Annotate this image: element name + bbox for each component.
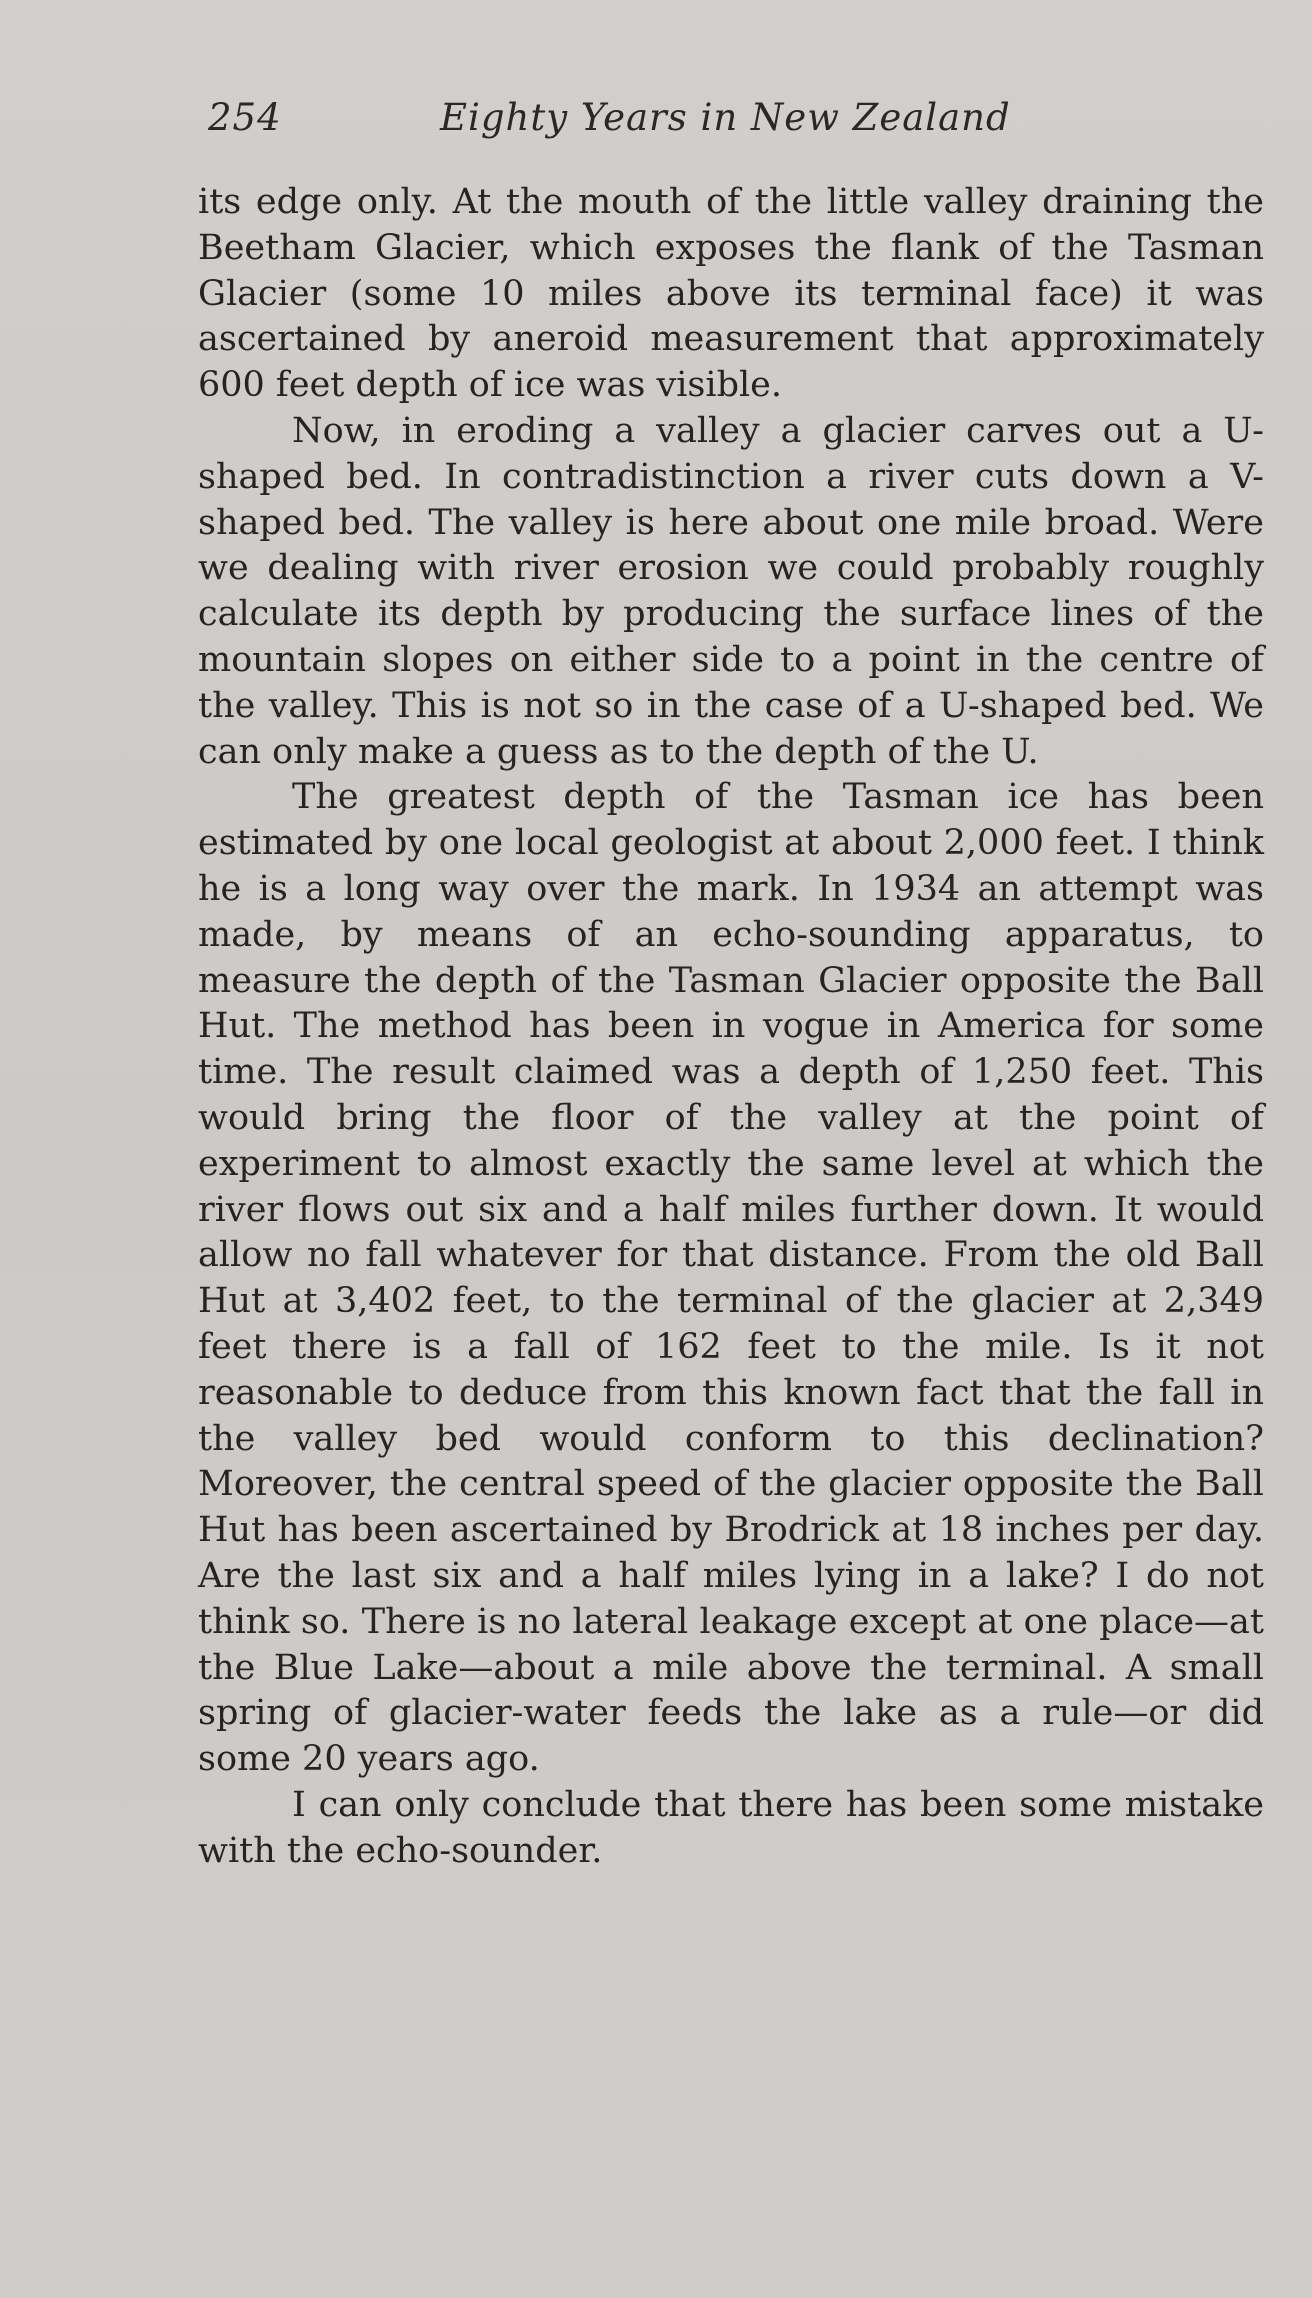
body-text xyxy=(198,180,1264,1874)
paragraph-continued: its edge only. At the mouth of the little valley draining the Beetham Glacier, which exposes the flank of the Tasman Glacier (some 10 miles above its terminal face) it was ascertained by aneroid measurement that approximately 600 feet depth of ice was visible. xyxy=(198,182,1264,406)
paragraph-conclusion: I can only conclude that there has been some mistake with the echo-sounder. xyxy=(198,1784,1264,1871)
paragraph-valley-erosion: Now, in eroding a valley a glacier carves out a U-shaped bed. In contradistinction a river cuts down a V-shaped bed. The valley is here about one mile broad. Were we dealing with river erosion we could probably roughly calculate its depth by producing the surface lines of the mountain slopes on either side to a point in the centre of the valley. This is not so in the case of a U-shaped bed. We can only make a guess as to the depth of the U. xyxy=(198,410,1264,772)
page-number: 254 xyxy=(208,96,282,139)
running-title: Eighty Years in New Zealand xyxy=(440,96,1011,139)
paragraph-tasman-depth: The greatest depth of the Tasman ice has been estimated by one local geologist at about 2,000 feet. I think he is a long way over the mark. In 1934 an attempt was made, by means of an echo-sounding apparatus, to measure the depth of the Tasman Glacier opposite the Ball Hut. The method has been in vogue in America for some time. The result claimed was a depth of 1,250 feet. This would bring the floor of the valley at the point of experiment to almost exactly the same level at which the river flows out six and a half miles further down. It would allow no fall whatever for that distance. From the old Ball Hut at 3,402 feet, to the terminal of the glacier at 2,349 feet there is a fall of 162 feet to the mile. Is it not reasonable to deduce from this known fact that the fall in the valley bed would conform to this declination? Moreover, the central speed of the glacier opposite the Ball Hut has been ascertained by Brodrick at 18 inches per day. Are the last six and a half miles lying in a lake? I do not think so. There is no lateral leakage except at one place—at the Blue Lake—about a mile above the terminal. A small spring of glacier-water feeds the lake as a rule—or did some 20 years ago. xyxy=(198,777,1264,1780)
page-header xyxy=(208,96,1038,148)
